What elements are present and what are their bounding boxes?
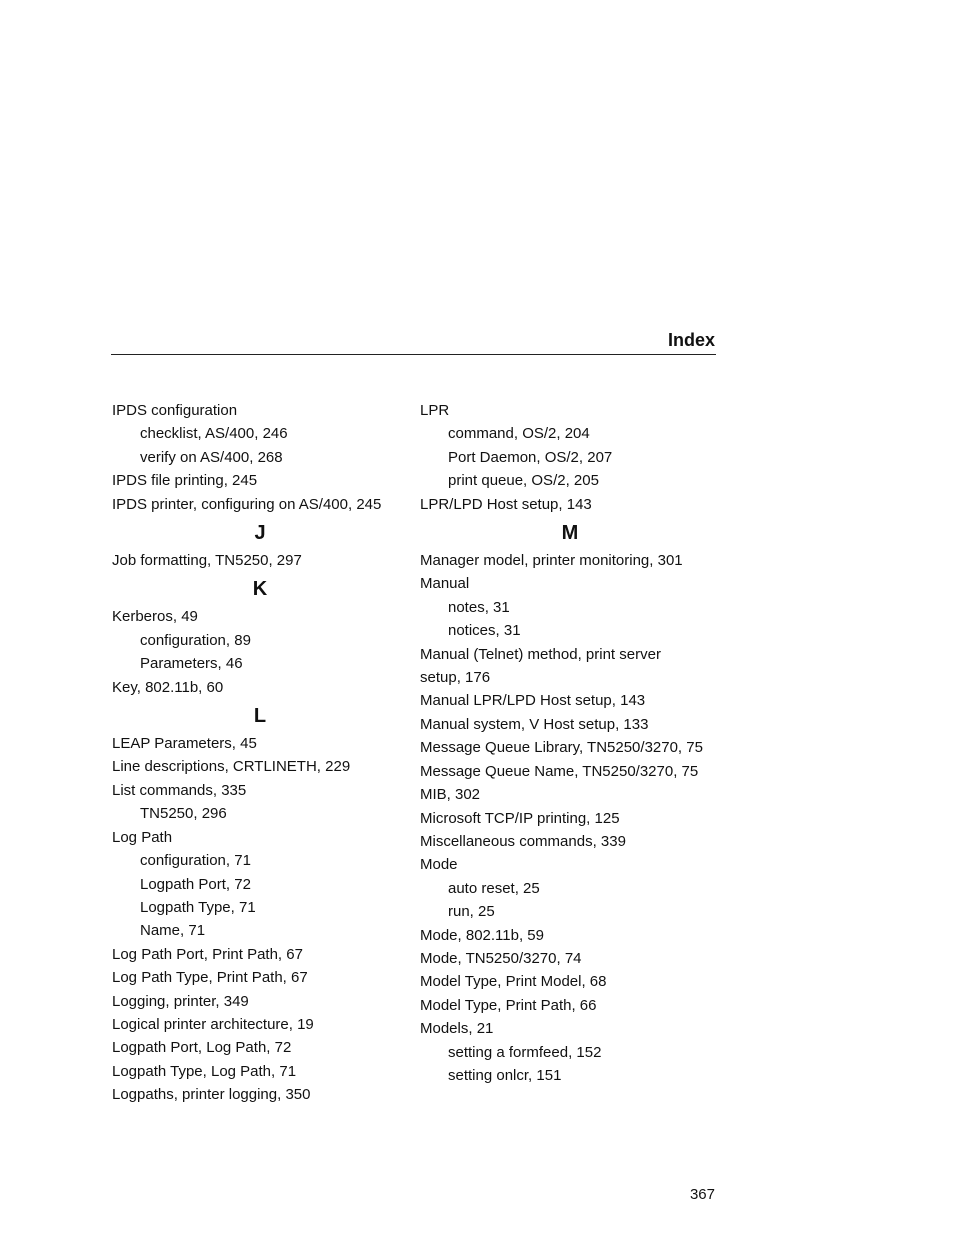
index-entry: Message Queue Library, TN5250/3270, 75: [420, 739, 703, 757]
index-entry: Microsoft TCP/IP printing, 125: [420, 809, 620, 827]
index-entry: Model Type, Print Model, 68: [420, 973, 607, 991]
header-rule: [111, 354, 716, 355]
index-section-letter: K: [252, 578, 268, 601]
index-subentry: Logpath Port, 72: [140, 875, 251, 893]
index-entry: setup, 176: [420, 669, 491, 687]
index-subentry: Parameters, 46: [140, 655, 243, 673]
index-subentry: configuration, 89: [140, 631, 251, 649]
index-entry: Kerberos, 49: [112, 608, 198, 626]
index-subentry: notices, 31: [448, 622, 521, 640]
index-entry: Manual system, V Host setup, 133: [420, 715, 649, 733]
index-entry: Logpath Type, Log Path, 71: [112, 1062, 297, 1080]
index-entry: Message Queue Name, TN5250/3270, 75: [420, 762, 699, 780]
index-column-left: [112, 399, 408, 1107]
index-section-letter: L: [253, 705, 267, 728]
index-entry: List commands, 335: [112, 781, 247, 799]
index-subentry: auto reset, 25: [448, 879, 540, 897]
index-subentry: TN5250, 296: [140, 805, 227, 823]
index-entry: Mode, 802.11b, 59: [420, 926, 544, 944]
index-entry: Models, 21: [420, 1020, 494, 1038]
index-entry: IPDS file printing, 245: [112, 472, 258, 490]
index-subentry: notes, 31: [448, 598, 510, 616]
index-entry: Line descriptions, CRTLINETH, 229: [112, 758, 351, 776]
index-entry: LPR/LPD Host setup, 143: [420, 495, 592, 513]
index-subentry: checklist, AS/400, 246: [140, 425, 288, 443]
index-subentry: verify on AS/400, 268: [140, 448, 283, 466]
index-entry: Manager model, printer monitoring, 301: [420, 552, 683, 570]
index-entry: Logical printer architecture, 19: [112, 1015, 314, 1033]
index-entry: Log Path Type, Print Path, 67: [112, 969, 308, 987]
index-subentry: setting a formfeed, 152: [448, 1043, 602, 1061]
index-entry: MIB, 302: [420, 786, 481, 804]
index-entry: IPDS printer, configuring on AS/400, 245: [112, 495, 382, 513]
index-entry: Manual (Telnet) method, print server: [420, 645, 661, 663]
index-section-letter: M: [561, 522, 579, 545]
index-column-right: [420, 399, 720, 1087]
index-entry: Job formatting, TN5250, 297: [112, 552, 302, 570]
index-entry: Mode, TN5250/3270, 74: [420, 949, 582, 967]
index-entry: LEAP Parameters, 45: [112, 735, 257, 753]
index-subentry: command, OS/2, 204: [448, 425, 590, 443]
index-entry: Miscellaneous commands, 339: [420, 832, 626, 850]
index-entry: Logpaths, printer logging, 350: [112, 1086, 311, 1104]
index-section-letter: J: [254, 522, 266, 545]
index-entry: Model Type, Print Path, 66: [420, 996, 597, 1014]
index-entry: Log Path Port, Print Path, 67: [112, 945, 303, 963]
index-subentry: Port Daemon, OS/2, 207: [448, 448, 613, 466]
index-entry: Manual: [420, 575, 470, 593]
index-subentry: Logpath Type, 71: [140, 898, 256, 916]
index-entry: Mode: [420, 856, 458, 874]
index-subentry: configuration, 71: [140, 852, 251, 870]
index-entry: IPDS configuration: [112, 402, 238, 419]
index-entry: Key, 802.11b, 60: [112, 678, 224, 696]
index-entry: Logging, printer, 349: [112, 992, 249, 1010]
index-entry: Logpath Port, Log Path, 72: [112, 1039, 292, 1057]
index-entry: Log Path: [112, 828, 173, 846]
page-header-title: Index: [667, 330, 715, 350]
page-number: 367: [689, 1186, 715, 1203]
index-subentry: setting onlcr, 151: [448, 1066, 562, 1084]
index-entry: Manual LPR/LPD Host setup, 143: [420, 692, 646, 710]
index-entry: LPR: [420, 402, 450, 419]
index-subentry: run, 25: [448, 903, 495, 921]
index-subentry: Name, 71: [140, 922, 206, 940]
index-subentry: print queue, OS/2, 205: [448, 472, 599, 490]
